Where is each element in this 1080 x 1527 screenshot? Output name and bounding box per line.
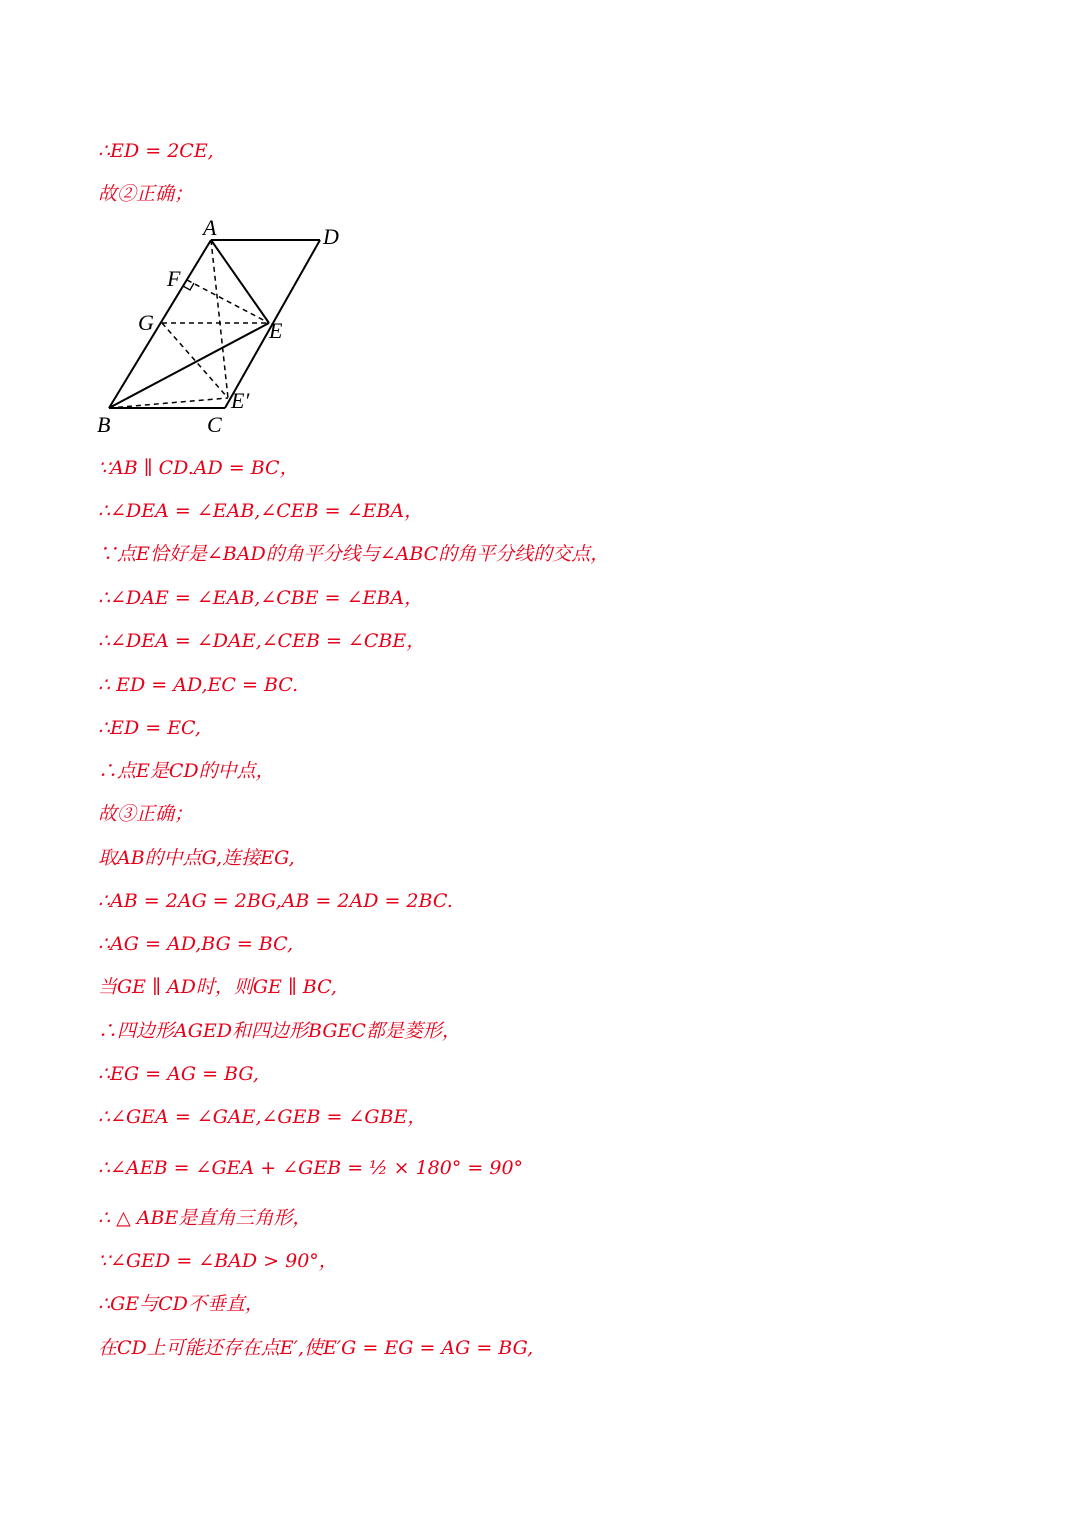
text-line: ∴四边形AGED和四边形BGEC都是菱形， [98,1020,461,1042]
label-D: D [323,224,339,249]
label-C: C [207,412,222,437]
dashed-AEprime [211,240,228,398]
dashed-FE [187,280,269,323]
text-line: ∴∠AEB = ∠GEA + ∠GEB = ½ × 180° = 90° [98,1157,524,1179]
text-line: ∴ED = EC, [98,717,201,739]
text-line: ∴∠DEA = ∠EAB,∠CEB = ∠EBA， [98,500,424,522]
label-E: E [269,318,283,343]
label-A: A [203,215,217,240]
text-line: 故③正确； [98,803,194,825]
dashed-GEprime [162,323,228,398]
text-line: ∴ED = 2CE, [98,140,214,162]
text-line: ∴∠GEA = ∠GAE,∠GEB = ∠GBE， [98,1106,427,1128]
text-line: ∴GE与CD不垂直， [98,1293,264,1315]
text-line: ∴ ED = AD,EC = BC. [98,674,299,696]
text-line: ∴EG = AG = BG, [98,1063,259,1085]
segment-AB [109,240,211,408]
text-line: ∴∠DEA = ∠DAE,∠CEB = ∠CBE， [98,630,426,652]
label-Eprime: E′ [231,388,250,413]
segment-AE [211,240,269,323]
text-line: ∵AB ∥ CD.AD = BC， [98,457,299,479]
label-F: F [167,266,181,291]
label-B: B [97,412,111,437]
label-G: G [138,310,154,335]
text-line: ∴AG = AD,BG = BC, [98,933,294,955]
text-line: 故②正确； [98,183,194,205]
text-line: ∴点E是CD的中点， [98,760,275,782]
text-line: ∴ △ ABE是直角三角形， [98,1207,312,1229]
text-line: ∴∠DAE = ∠EAB,∠CBE = ∠EBA， [98,587,424,609]
text-line: 取AB的中点G,连接EG, [98,847,295,869]
text-line: ∴AB = 2AG = 2BG,AB = 2AD = 2BC. [98,890,453,912]
text-line: ∵点E恰好是∠BAD的角平分线与∠ABC的角平分线的交点， [98,543,610,565]
text-line: ∵∠GED = ∠BAD > 90°， [98,1250,338,1272]
text-line: 当GE ∥ AD时，则GE ∥ BC, [98,976,337,998]
geometry-figure [95,210,355,440]
text-line: 在CD上可能还存在点E′,使E′G = EG = AG = BG, [98,1337,534,1359]
